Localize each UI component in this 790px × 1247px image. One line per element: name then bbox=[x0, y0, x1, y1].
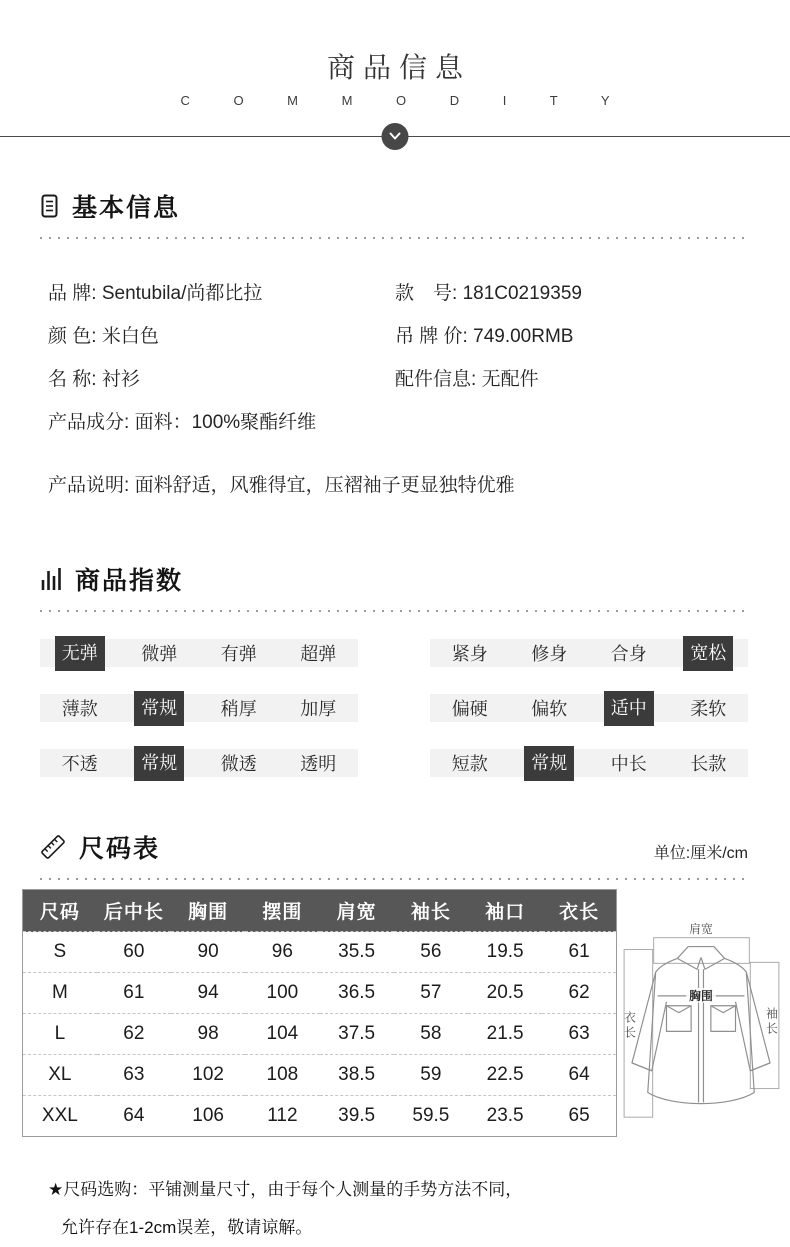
size-col-header: 袖长 bbox=[394, 890, 468, 932]
tag-group-thickness bbox=[40, 694, 358, 722]
size-table-cell: 61 bbox=[542, 932, 616, 973]
index-tag-option: 偏软 bbox=[531, 699, 568, 719]
size-table-cell: 59 bbox=[394, 1055, 468, 1096]
index-tag-option: 加厚 bbox=[300, 699, 337, 719]
unit-label: 单位:厘米/cm bbox=[653, 845, 748, 862]
size-table-cell: 61 bbox=[97, 973, 171, 1014]
index-tag-option: 合身 bbox=[610, 644, 647, 664]
tag-group-length bbox=[430, 749, 748, 777]
size-table-cell: 108 bbox=[245, 1055, 319, 1096]
index-tag-selected: 适中 bbox=[589, 691, 669, 726]
section-basic-info bbox=[0, 188, 790, 499]
index-row-sheerness-length bbox=[40, 749, 748, 777]
index-tag-option: 修身 bbox=[531, 644, 568, 664]
index-tag-option: 紧身 bbox=[451, 644, 488, 664]
tag-group-sheerness bbox=[40, 749, 358, 777]
bar-chart-icon bbox=[40, 567, 62, 591]
size-table-row bbox=[23, 1014, 617, 1055]
size-table-cell: 39.5 bbox=[320, 1096, 394, 1137]
size-col-header: 袖口 bbox=[468, 890, 542, 932]
info-field-brand: 品 牌: Sentubila/尚都比拉 bbox=[48, 283, 263, 304]
size-table-cell: 23.5 bbox=[468, 1096, 542, 1137]
index-tag-option: 透明 bbox=[300, 754, 337, 774]
size-table-cell: 35.5 bbox=[320, 932, 394, 973]
section-size-chart bbox=[0, 829, 790, 1137]
index-tag-option: 短款 bbox=[451, 754, 488, 774]
info-field-tag-price: 吊 牌 价: 749.00RMB bbox=[395, 326, 574, 347]
chevron-down-icon[interactable] bbox=[382, 123, 409, 150]
index-tag-option: 微透 bbox=[220, 754, 257, 774]
size-table-cell: XXL bbox=[23, 1096, 97, 1137]
info-field-accessory: 配件信息: 无配件 bbox=[395, 369, 539, 390]
size-table-row bbox=[23, 932, 617, 973]
size-table-row bbox=[23, 1096, 617, 1137]
size-table-cell: 62 bbox=[97, 1014, 171, 1055]
index-tag-selected: 常规 bbox=[120, 691, 200, 726]
index-tag-selected: 常规 bbox=[120, 746, 200, 781]
dotted-divider bbox=[40, 878, 748, 880]
basic-info-grid bbox=[40, 281, 748, 393]
size-table-cell: 56 bbox=[394, 932, 468, 973]
info-field-color: 颜 色: 米白色 bbox=[48, 326, 159, 347]
section-title-index: 商品指数 bbox=[75, 567, 184, 595]
document-icon bbox=[40, 194, 59, 218]
size-table-cell: 100 bbox=[245, 973, 319, 1014]
size-table-cell: 98 bbox=[171, 1014, 245, 1055]
note-line-2: 允许存在1-2cm误差，敬请谅解。 bbox=[61, 1218, 313, 1237]
size-col-header: 摆围 bbox=[245, 890, 319, 932]
page-subtitle: C O M M O D I T Y bbox=[180, 93, 630, 108]
ruler-icon bbox=[40, 834, 66, 860]
size-table bbox=[22, 889, 617, 1137]
size-table-row bbox=[23, 973, 617, 1014]
section-title-basic: 基本信息 bbox=[72, 194, 181, 222]
index-tag-option: 稍厚 bbox=[220, 699, 257, 719]
size-table-cell: 112 bbox=[245, 1096, 319, 1137]
size-table-cell: XL bbox=[23, 1055, 97, 1096]
info-field-composition: 产品成分: 面料：100%聚酯纤维 bbox=[48, 412, 317, 433]
diagram-label-shoulder: 肩宽 bbox=[689, 921, 713, 936]
index-tag-option: 中长 bbox=[610, 754, 647, 774]
size-table-row bbox=[23, 1055, 617, 1096]
index-row-elasticity-fit bbox=[40, 639, 748, 667]
shirt-measurement-diagram bbox=[617, 917, 785, 1129]
index-tag-option: 薄款 bbox=[61, 699, 98, 719]
index-tag-option: 长款 bbox=[690, 754, 727, 774]
size-table-cell: 21.5 bbox=[468, 1014, 542, 1055]
size-table-cell: 19.5 bbox=[468, 932, 542, 973]
index-tag-selected: 无弹 bbox=[40, 636, 120, 671]
size-table-cell: 62 bbox=[542, 973, 616, 1014]
index-tag-option: 有弹 bbox=[220, 644, 257, 664]
diagram-label-garment-length: 衣长 bbox=[624, 1010, 636, 1040]
index-tag-option: 偏硬 bbox=[451, 699, 488, 719]
size-table-cell: 59.5 bbox=[394, 1096, 468, 1137]
tag-group-fit bbox=[430, 639, 748, 667]
size-table-cell: 63 bbox=[97, 1055, 171, 1096]
size-table-cell: S bbox=[23, 932, 97, 973]
section-product-index bbox=[0, 561, 790, 777]
size-table-cell: 94 bbox=[171, 973, 245, 1014]
size-purchase-note bbox=[0, 1171, 790, 1247]
diagram-label-bust: 胸围 bbox=[689, 988, 713, 1003]
size-table-body bbox=[23, 932, 617, 1137]
size-col-header: 尺码 bbox=[23, 890, 97, 932]
page-banner bbox=[0, 0, 790, 150]
index-row-thickness-hand bbox=[40, 694, 748, 722]
size-table-cell: 37.5 bbox=[320, 1014, 394, 1055]
size-table-cell: 65 bbox=[542, 1096, 616, 1137]
index-tag-selected: 常规 bbox=[510, 746, 590, 781]
page-title: 商品信息 bbox=[326, 52, 471, 83]
size-col-header: 肩宽 bbox=[320, 890, 394, 932]
info-field-description: 产品说明: 面料舒适，风雅得宜，压褶袖子更显独特优雅 bbox=[48, 475, 515, 496]
size-table-cell: 22.5 bbox=[468, 1055, 542, 1096]
dotted-divider bbox=[40, 610, 748, 612]
index-tag-option: 超弹 bbox=[300, 644, 337, 664]
index-tag-selected: 宽松 bbox=[669, 636, 749, 671]
size-table-cell: L bbox=[23, 1014, 97, 1055]
tag-group-softness bbox=[430, 694, 748, 722]
size-table-cell: 102 bbox=[171, 1055, 245, 1096]
size-table-cell: M bbox=[23, 973, 97, 1014]
dotted-divider bbox=[40, 237, 748, 239]
size-table-header bbox=[23, 890, 617, 932]
size-table-cell: 63 bbox=[542, 1014, 616, 1055]
size-table-cell: 57 bbox=[394, 973, 468, 1014]
note-line-1: ★尺码选购：平铺测量尺寸，由于每个人测量的手势方法不同， bbox=[48, 1180, 523, 1199]
size-table-cell: 64 bbox=[97, 1096, 171, 1137]
info-field-style-no: 款 号: 181C0219359 bbox=[395, 283, 582, 304]
section-title-size: 尺码表 bbox=[79, 835, 161, 863]
info-field-name: 名 称: 衬衫 bbox=[48, 369, 140, 390]
size-table-cell: 64 bbox=[542, 1055, 616, 1096]
index-tag-option: 不透 bbox=[61, 754, 98, 774]
index-tag-area bbox=[40, 639, 748, 777]
size-col-header: 后中长 bbox=[97, 890, 171, 932]
size-table-cell: 96 bbox=[245, 932, 319, 973]
index-tag-option: 微弹 bbox=[141, 644, 178, 664]
size-table-cell: 60 bbox=[97, 932, 171, 973]
size-table-cell: 90 bbox=[171, 932, 245, 973]
size-col-header: 衣长 bbox=[542, 890, 616, 932]
size-table-cell: 104 bbox=[245, 1014, 319, 1055]
size-table-cell: 36.5 bbox=[320, 973, 394, 1014]
size-col-header: 胸围 bbox=[171, 890, 245, 932]
size-table-cell: 20.5 bbox=[468, 973, 542, 1014]
size-table-cell: 38.5 bbox=[320, 1055, 394, 1096]
banner-divider bbox=[0, 123, 790, 150]
index-tag-option: 柔软 bbox=[690, 699, 727, 719]
tag-group-elasticity bbox=[40, 639, 358, 667]
size-table-cell: 106 bbox=[171, 1096, 245, 1137]
size-table-cell: 58 bbox=[394, 1014, 468, 1055]
diagram-label-sleeve-length: 袖长 bbox=[766, 1006, 778, 1036]
